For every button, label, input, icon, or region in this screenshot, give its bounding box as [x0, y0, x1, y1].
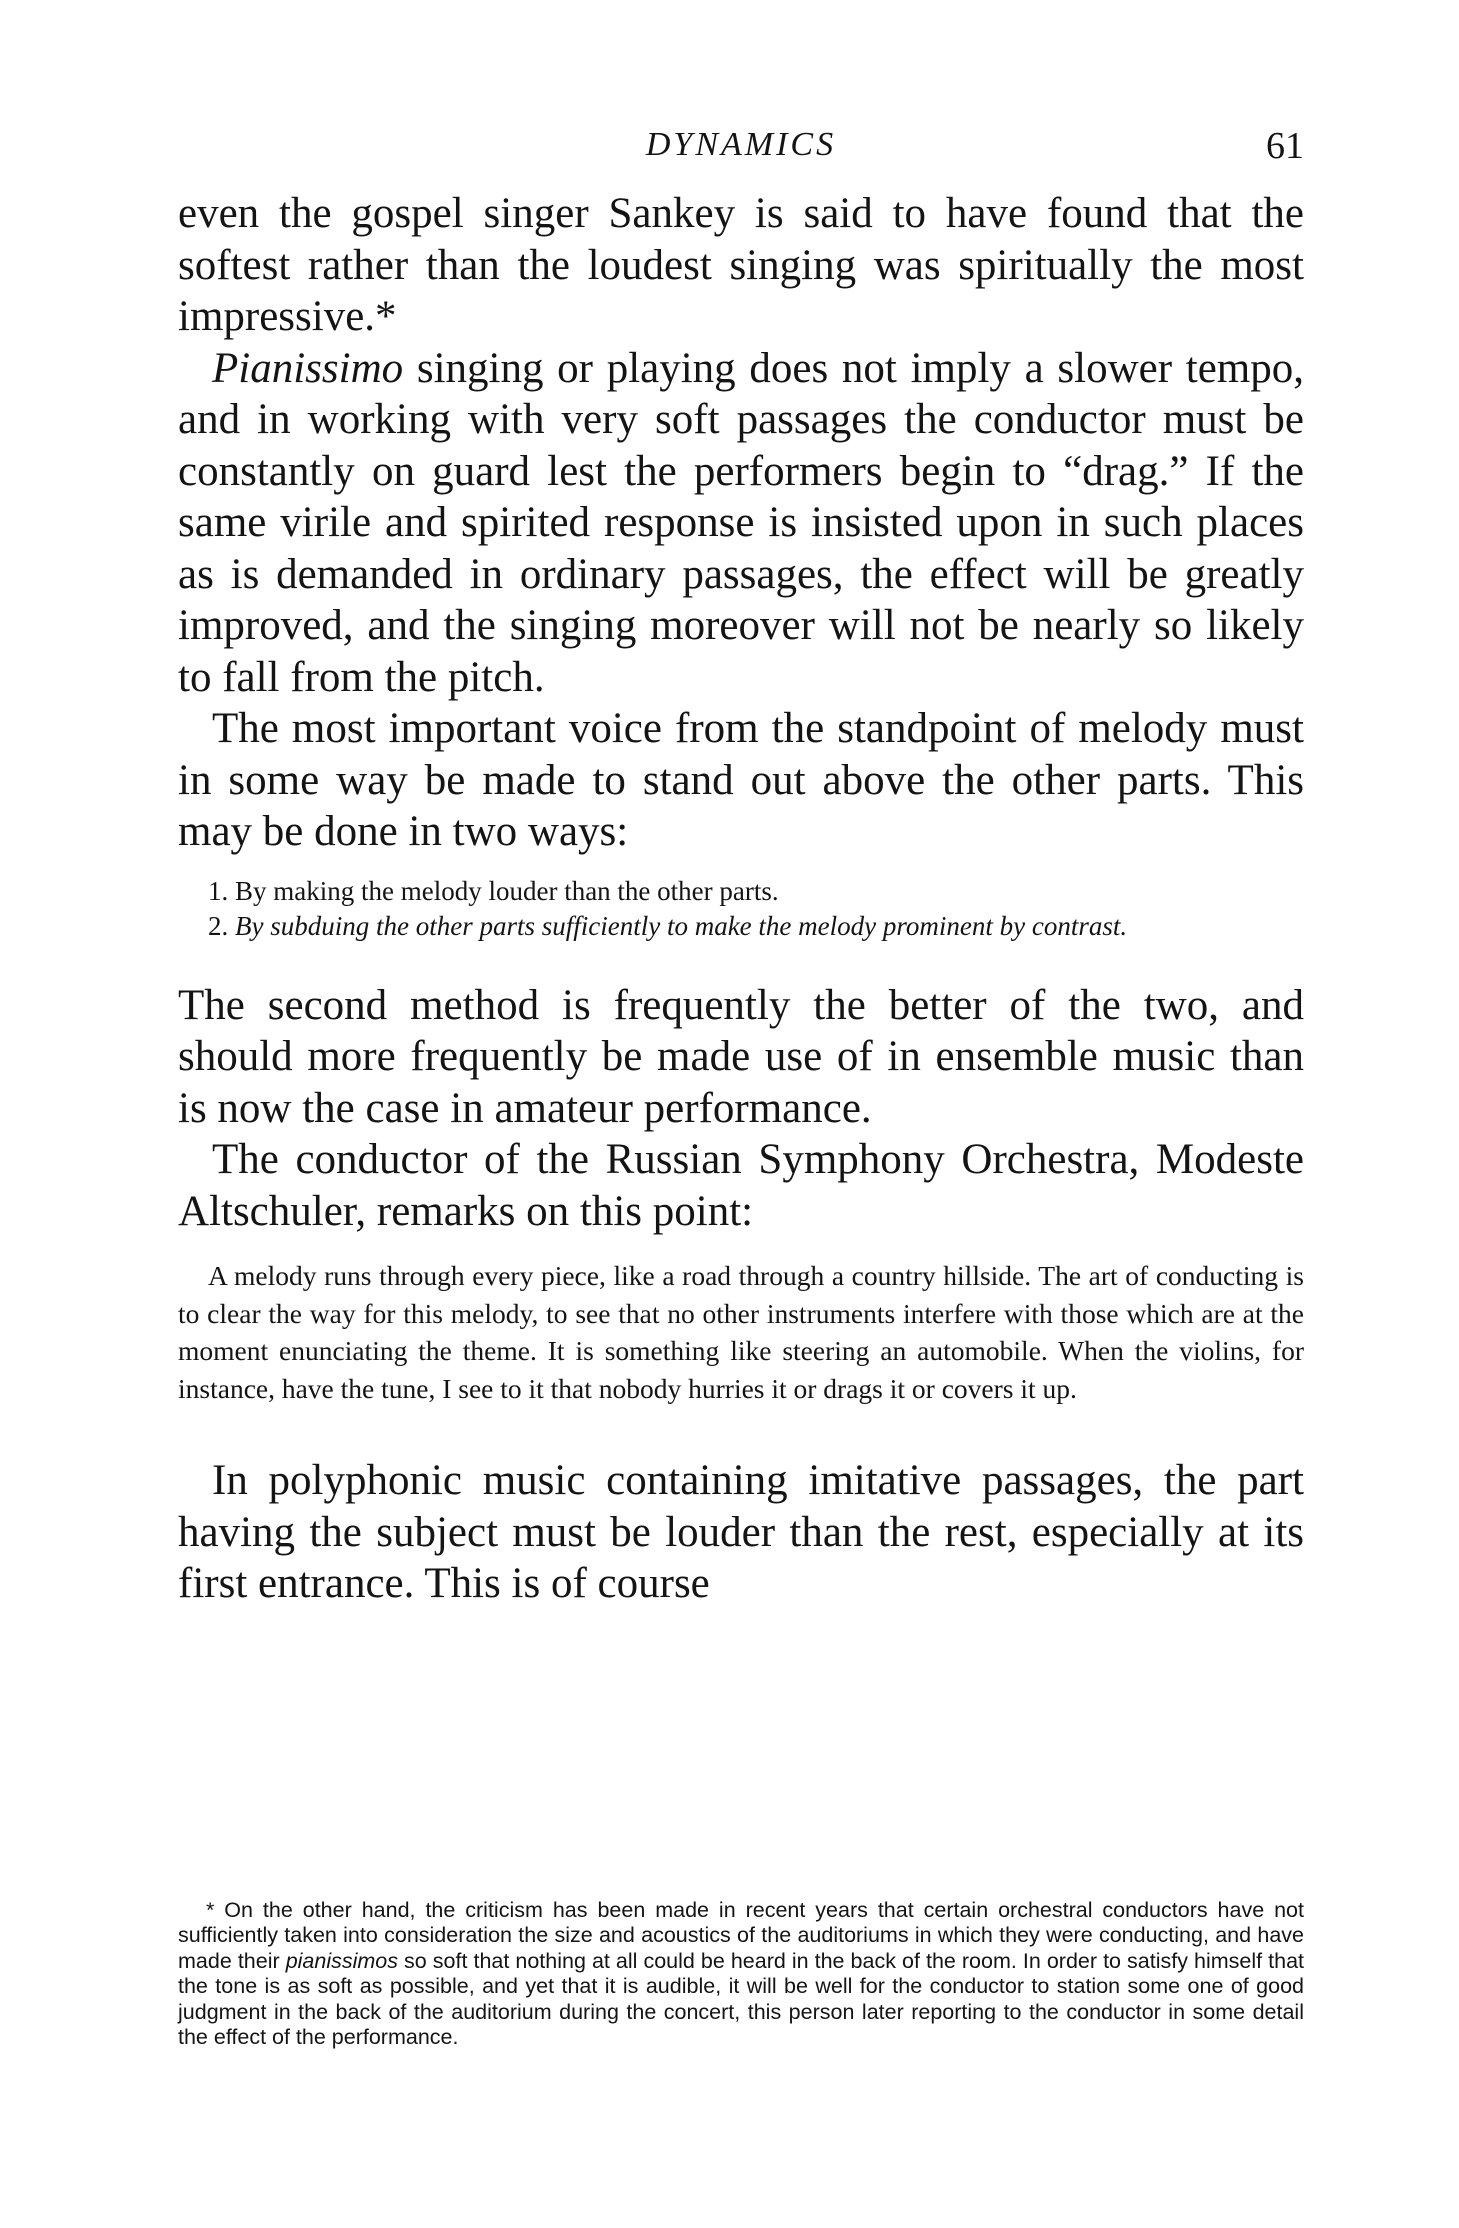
list-number: 1. — [208, 875, 229, 906]
paragraph-text: The conductor of the Russian Symphony Orchestra, Modeste Altschuler, remarks on this point: — [178, 1136, 1304, 1235]
italic-term: Pianissimo — [212, 344, 404, 392]
footnote-text: * On the other hand, the criticism has been made in recent years that certain orchestral conductors have not sufficiently taken into consideration the size and acoustics of the auditoriums in which they were conducting, and have made their — [178, 1897, 1304, 1973]
numbered-list — [178, 874, 1304, 944]
paragraph-polyphonic — [178, 1455, 1304, 1610]
footnote — [178, 1898, 1304, 2051]
list-item — [178, 909, 1304, 944]
paragraph-text: singing or playing does not imply a slower tempo, and in working with very soft passages the conductor must be constantly on guard lest the performers begin to “drag.” If the same virile and spirited response is insisted upon in such places as is demanded in ordinary passages, the effect will be greatly improved, and the singing moreover will not be nearly so likely to fall from the pitch. — [178, 344, 1304, 701]
quote-text: A melody runs through every piece, like a road through a country hillside. The art of conducting is to clear the way for this melody, to see that no other instruments interfere with those which are at the moment enunciating the theme. It is something like steering an automobile. When the violins, for instance, have the tune, I see to it that nobody hurries it or drags it or covers it up. — [178, 1260, 1304, 1404]
list-item — [178, 874, 1304, 909]
paragraph-text: The most important voice from the standpoint of melody must in some way be made to stand out above the other parts. This may be done in two ways: — [178, 705, 1304, 855]
paragraph-melody — [178, 703, 1304, 858]
paragraph-altschuler — [178, 1134, 1304, 1237]
footnote-text: so soft that nothing at all could be heard in the back of the room. In order to satisfy himself that the tone is as soft as possible, and yet that it is audible, it will be well for the conductor to station some one of good judgment in the back of the auditorium during the concert, this person later reporting to the conductor in some detail the effect of the performance. — [178, 1948, 1305, 2049]
list-number: 2. — [208, 910, 229, 941]
book-page — [178, 118, 1304, 1610]
footnote-italic-term: pianissimos — [285, 1948, 399, 1973]
block-quote — [178, 1257, 1304, 1407]
page-number: 61 — [1266, 125, 1304, 167]
list-text: By subduing the other parts sufficiently to make the melody prominent by contrast. — [228, 910, 1128, 941]
running-title: DYNAMICS — [645, 126, 837, 163]
paragraph-text: The second method is frequently the better of the two, and should more frequently be made use of in ensemble music than is now the case in amateur performance. — [178, 981, 1304, 1132]
paragraph-text: even the gospel singer Sankey is said to have found that the softest rather than the loudest singing was spiritually the most impressive.* — [178, 190, 1304, 340]
paragraph-pianissimo — [178, 343, 1304, 704]
list-text: By making the melody louder than the other parts. — [228, 875, 779, 906]
paragraph-text: In polyphonic music containing imitative passages, the part having the subject must be louder than the rest, especially at its first entrance. This is of course — [178, 1457, 1304, 1607]
paragraph-continuation — [178, 188, 1304, 343]
paragraph-second-method — [178, 980, 1304, 1135]
running-head — [178, 118, 1304, 188]
